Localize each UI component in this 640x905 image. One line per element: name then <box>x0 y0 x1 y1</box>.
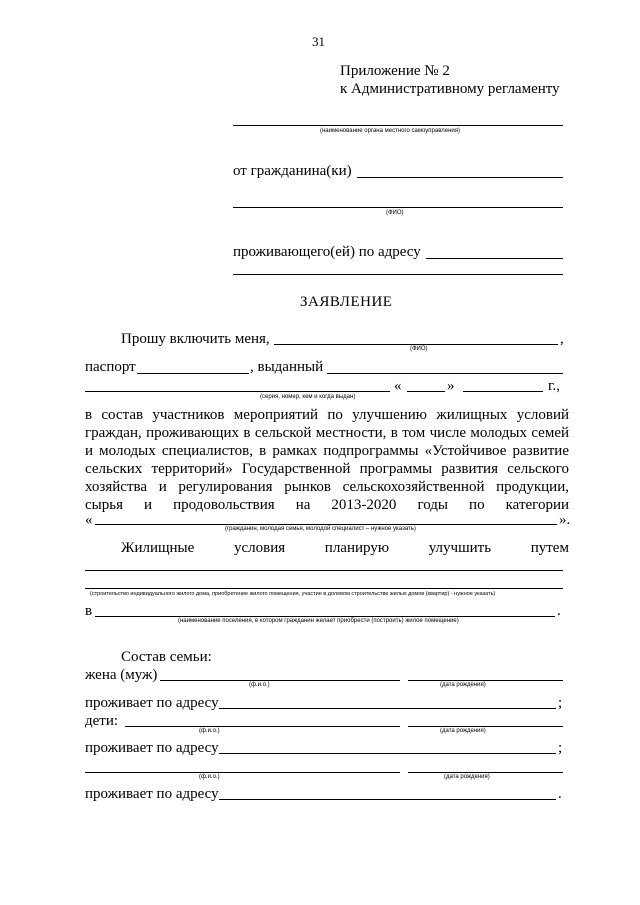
child1-address-field[interactable] <box>219 753 556 754</box>
passport-number-field[interactable] <box>137 373 249 374</box>
organ-name-caption: (наименование органа местного самоуправления) <box>320 128 460 134</box>
year-suffix: г., <box>548 378 560 394</box>
body-line: граждан, проживающих в сельской местности, в том числе молодых семей <box>85 425 569 441</box>
applicant-fio-field[interactable] <box>274 344 558 345</box>
child1-birth-field[interactable] <box>408 726 563 727</box>
improve-word: Жилищные <box>121 540 195 556</box>
body-line: и молодых специалистов, в рамках подпрограммы «Устойчивое развитие <box>85 443 569 459</box>
child2-birth-caption: (дата рождения) <box>444 774 490 780</box>
child2-address-field[interactable] <box>219 799 556 800</box>
date-quote-close: » <box>447 378 455 394</box>
spouse-address-field[interactable] <box>219 708 556 709</box>
improve-line <box>121 539 569 557</box>
child1-fio-field[interactable] <box>125 726 400 727</box>
improvement-method-caption: (строительство индивидуального жилого дома, приобретение жилого помещения, участие в долевом строительстве жилых домов (квартир) - нужное указать) <box>90 591 496 597</box>
improvement-method-field[interactable] <box>85 570 563 571</box>
document-title: ЗАЯВЛЕНИЕ <box>300 294 393 310</box>
body-line: сырья и продовольствия на 2013-2020 годы по категории <box>85 497 569 513</box>
category-quote-close: ». <box>559 512 571 528</box>
citizen-fio-field[interactable] <box>233 207 563 208</box>
child1-address-semicolon: ; <box>558 740 563 756</box>
issue-month-field[interactable] <box>463 391 543 392</box>
spouse-address-semicolon: ; <box>558 695 563 711</box>
settlement-suffix: . <box>557 603 561 619</box>
spouse-birth-caption: (дата рождения) <box>440 682 486 688</box>
child1-address-label: проживает по адресу <box>85 740 219 756</box>
children-label: дети: <box>85 713 119 729</box>
improve-word: условия <box>233 540 286 556</box>
settlement-field[interactable] <box>95 616 555 617</box>
child1-fio-caption: (ф.и.о.) <box>199 728 220 734</box>
body-line: в состав участников мероприятий по улучшению жилищных условий <box>85 407 569 423</box>
body-paragraph <box>85 406 569 514</box>
passport-details-field[interactable] <box>85 391 390 392</box>
appendix-subtitle: к Административному регламенту <box>340 81 560 97</box>
spouse-fio-field[interactable] <box>160 680 400 681</box>
settlement-prefix: в <box>85 603 93 619</box>
from-citizen-field[interactable] <box>357 177 563 178</box>
request-prefix: Прошу включить меня, <box>121 331 270 347</box>
appendix-title: Приложение № 2 <box>340 63 450 79</box>
category-caption: (гражданин, молодая семья, молодой специалист – нужное указать) <box>225 526 416 532</box>
child2-birth-field[interactable] <box>408 772 563 773</box>
child2-fio-caption: (ф.и.о.) <box>199 774 220 780</box>
child2-fio-field[interactable] <box>85 772 400 773</box>
improvement-method-field-2[interactable] <box>85 588 563 589</box>
organ-name-field[interactable] <box>233 125 563 126</box>
improve-word: путем <box>530 540 569 556</box>
page-number: 31 <box>312 34 325 49</box>
spouse-label: жена (муж) <box>85 667 158 683</box>
family-heading: Состав семьи: <box>121 649 212 665</box>
request-comma: , <box>560 331 564 347</box>
body-line: сельских территорий» Государственной программы развития сельского <box>85 461 569 477</box>
passport-label: паспорт <box>85 359 136 375</box>
spouse-address-label: проживает по адресу <box>85 695 219 711</box>
citizen-fio-caption: (ФИО) <box>386 210 404 216</box>
passport-issuer-field[interactable] <box>327 373 563 374</box>
child2-address-period: . <box>558 786 562 802</box>
improve-word: улучшить <box>428 540 492 556</box>
issue-day-field[interactable] <box>407 391 445 392</box>
spouse-fio-caption: (ф.и.о.) <box>249 682 270 688</box>
residence-address-label: проживающего(ей) по адресу <box>233 244 421 260</box>
spouse-birth-field[interactable] <box>408 680 563 681</box>
residence-address-field[interactable] <box>426 258 563 259</box>
settlement-caption: (наименование поселения, в котором гражданин желает приобрести (построить) жилое помещение) <box>178 618 459 624</box>
improve-word: планирую <box>324 540 390 556</box>
passport-caption: (серия, номер, кем и когда выдан) <box>260 394 356 400</box>
residence-address-field-2[interactable] <box>233 274 563 275</box>
from-citizen-label: от гражданина(ки) <box>233 163 352 179</box>
child2-address-label: проживает по адресу <box>85 786 219 802</box>
body-line: хозяйства и регулирования рынков сельскохозяйственной продукции, <box>85 479 569 495</box>
date-quote-open: « <box>394 378 402 394</box>
applicant-fio-caption: (ФИО) <box>410 346 428 352</box>
passport-issued-label: , выданный <box>250 359 324 375</box>
child1-birth-caption: (дата рождения) <box>440 728 486 734</box>
category-field[interactable] <box>95 524 557 525</box>
category-quote-open: « <box>85 512 93 528</box>
